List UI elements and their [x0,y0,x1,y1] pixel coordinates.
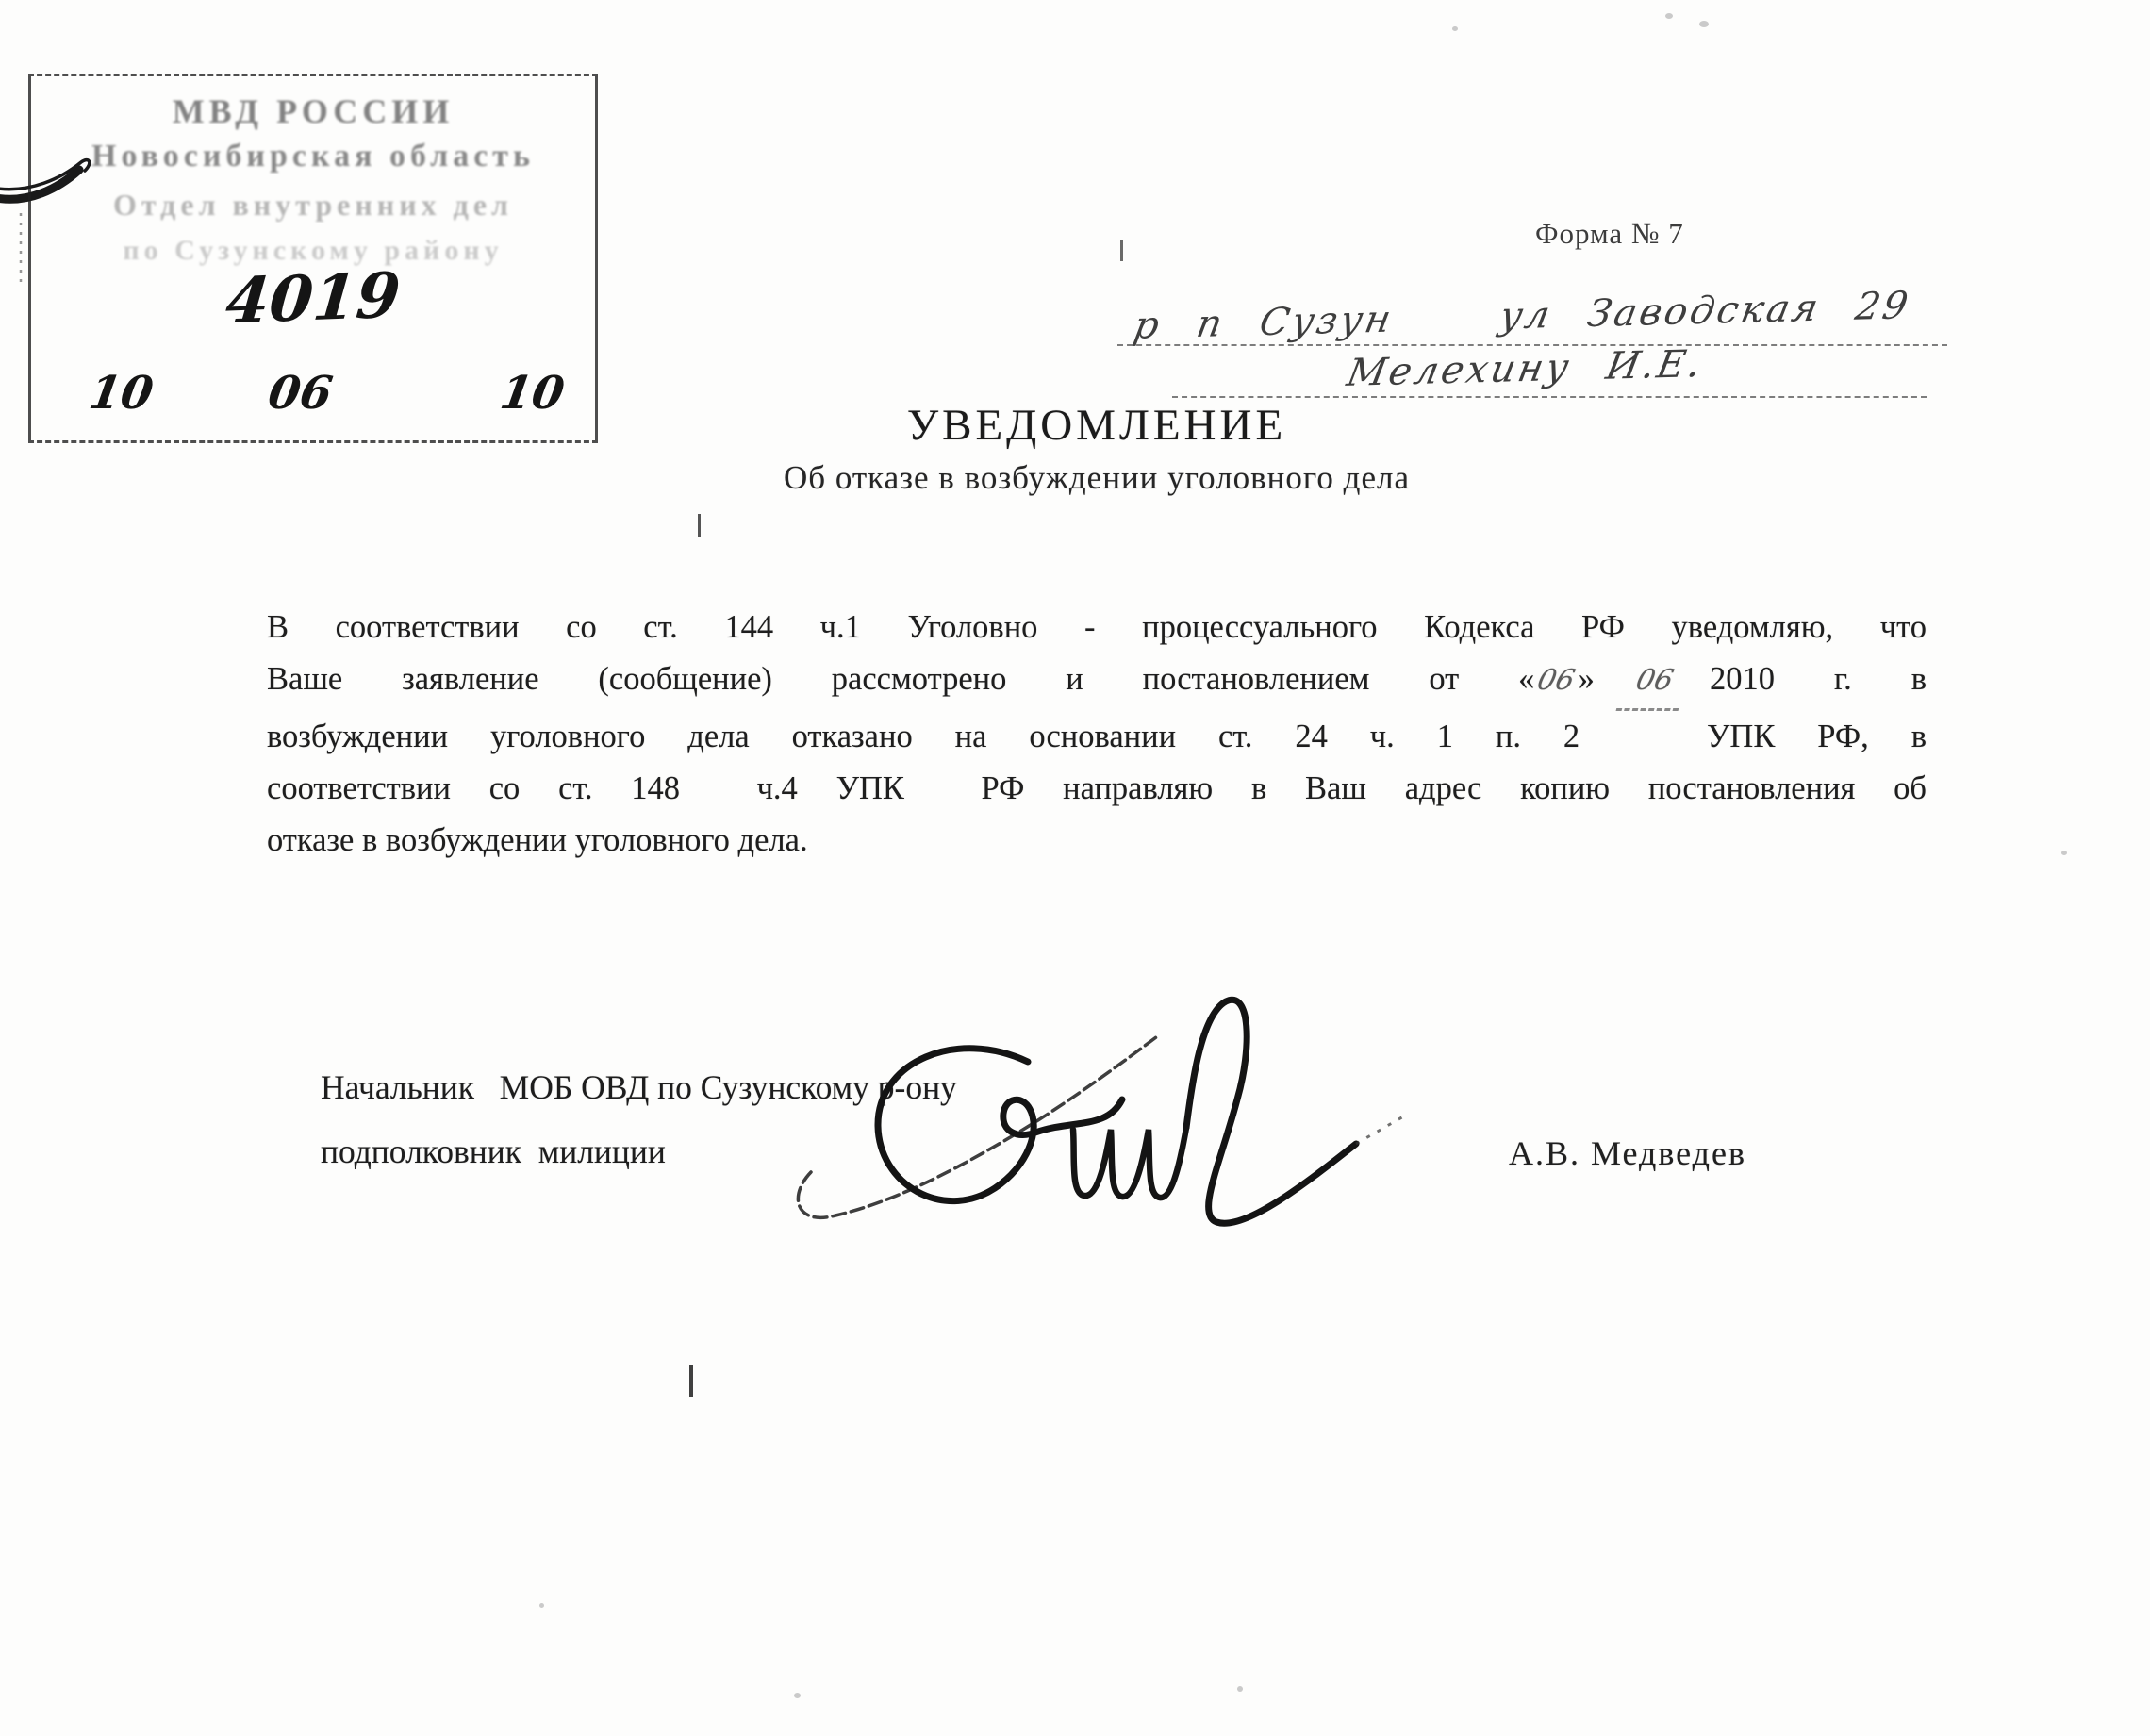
scan-artifact-mark [689,1365,693,1397]
body-line-5: отказе в возбуждении уголовного дела. [267,822,808,858]
scan-speck [539,1603,544,1608]
stamp-org-line3: Отдел внутренних дел [112,188,513,222]
signature-autograph [790,988,1413,1281]
signatory-name: А.В. Медведев [1509,1134,1746,1172]
body-paragraph [267,602,1927,867]
body-line-4: соответствии со ст. 148 ч.4 УПК РФ направляю в Ваш адрес копию постановления об [267,770,1927,806]
scan-speck [2061,851,2067,855]
document-subtitle: Об отказе в возбуждении уголовного дела [784,459,1410,496]
heading-block [267,400,1927,497]
scan-speck [1452,26,1458,31]
handwritten-day: 06 [1534,664,1579,697]
recipient-address-line1: р п Сузун ул Заводская 29 [1130,284,1914,348]
scan-artifact-mark [698,514,701,537]
scan-speck [1665,13,1673,19]
body-line-2 [267,653,1927,711]
scan-speck [1699,21,1709,27]
stamp-date-year: 10 [496,367,569,420]
stamp-date-month: 06 [264,367,337,420]
body-line-3: возбуждении уголовного дела отказано на основании ст. 24 ч. 1 п. 2 УПК РФ, в [267,719,1927,754]
document-title: УВЕДОМЛЕНИЕ [906,401,1287,450]
stamp-org-line1: МВД РОССИИ [172,92,455,130]
registration-stamp [28,74,598,443]
recipient-address-line2: Мелехину И.Е. [1343,342,1708,395]
body-line-2-tail: 2010 г. в [1710,661,1927,697]
stamp-org-line2: Новосибирская область [91,139,535,174]
handwritten-month: 06 [1615,654,1692,711]
scan-speck [794,1693,801,1698]
form-number-label: Форма № 7 [1535,217,1684,250]
signature-rank-line: подполковник милиции [321,1133,666,1170]
scan-artifact-mark [1120,240,1123,261]
stamp-org-line4: по Сузунскому району [123,235,504,266]
body-line-2-text: Ваше заявление (сообщение) рассмотрено и постановлением от « [267,661,1535,697]
address-underline-2 [1172,396,1927,398]
signature-role-line: Начальник МОБ ОВД по Сузунскому р-ону [321,1068,957,1106]
stamp-incoming-number: 4019 [223,257,404,339]
scan-speck [1237,1686,1243,1692]
body-line-1: В соответствии со ст. 144 ч.1 Уголовно - процессуального Кодекса РФ уведомляю, что [267,609,1927,645]
stamp-date-day: 10 [85,367,157,420]
closing-quote: » [1578,661,1595,697]
